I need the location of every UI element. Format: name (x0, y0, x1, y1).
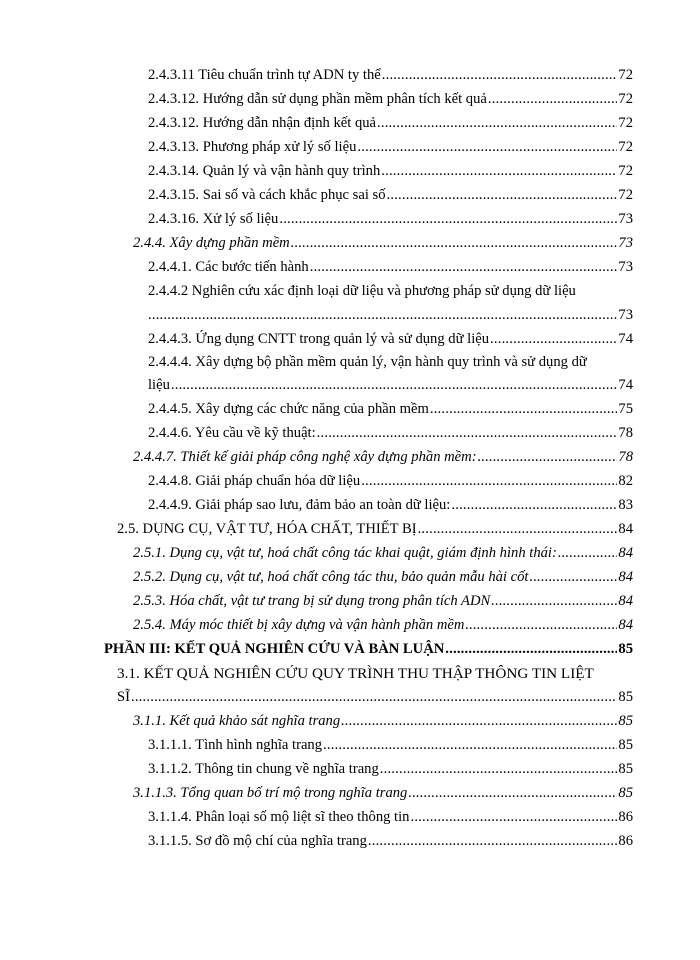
toc-entry-page: 86 (618, 809, 633, 825)
toc-entry-page: 72 (618, 139, 633, 155)
toc-entry (133, 448, 633, 467)
toc-entry-page: 85 (618, 737, 633, 753)
toc-entry-label: 2.5.2. Dụng cụ, vật tư, hoá chất công tác thu, bảo quản mẫu hài cốt (133, 569, 529, 585)
toc-entry-page: 84 (618, 545, 633, 561)
dot-leader (387, 186, 618, 205)
toc-entry-label: 2.5.4. Máy móc thiết bị xây dựng và vận hành phần mềm (133, 617, 465, 633)
toc-entry-label: 2.4.4.9. Giải pháp sao lưu, đảm bảo an toàn dữ liệu: (148, 497, 451, 513)
toc-entry-page: 84 (618, 569, 633, 585)
toc-entry-page: 75 (618, 401, 633, 417)
toc-entry-page: 72 (618, 163, 633, 179)
toc-entry (133, 544, 633, 563)
toc-entry-page: 72 (618, 187, 633, 203)
toc-entry-page: 83 (618, 497, 633, 513)
dot-leader (368, 832, 618, 851)
toc-entry-label: 3.1.1.5. Sơ đồ mộ chí của nghĩa trang (148, 833, 367, 849)
toc-entry (148, 424, 633, 443)
dot-leader (491, 592, 617, 611)
toc-entry-label: 3.1.1.3. Tổng quan bố trí mộ trong nghĩa trang (133, 785, 408, 801)
dot-leader (380, 760, 618, 779)
dot-leader (310, 258, 618, 277)
toc-entry-label: 3.1. KẾT QUẢ NGHIÊN CỨU QUY TRÌNH THU THẬP THÔNG TIN LIỆT (117, 665, 594, 682)
dot-leader (317, 424, 618, 443)
dot-leader (430, 400, 618, 419)
toc-entry (133, 592, 633, 611)
toc-entry-page: 86 (618, 833, 633, 849)
toc-entry-label: 2.4.3.11 Tiêu chuẩn trình tự ADN ty thể (148, 67, 381, 83)
dot-leader (377, 114, 617, 133)
toc-entry (148, 66, 633, 85)
toc-entry-page: 84 (618, 521, 633, 537)
dot-leader (148, 306, 617, 325)
toc-entry (148, 138, 633, 157)
dot-leader (408, 784, 617, 803)
dot-leader (445, 640, 617, 659)
toc-entry (148, 832, 633, 851)
toc-entry (148, 90, 633, 109)
toc-entry-label: 2.4.3.12. Hướng dẫn sử dụng phần mềm phân tích kết quả (148, 91, 487, 107)
toc-entry (133, 568, 633, 587)
toc-entry-page: 85 (618, 761, 633, 777)
toc-entry-label: 2.4.4.8. Giải pháp chuẩn hóa dữ liệu (148, 473, 361, 489)
toc-entry-page: 72 (618, 115, 633, 131)
toc-entry-label: 2.4.4.2 Nghiên cứu xác định loại dữ liệu và phương pháp sử dụng dữ liệu (148, 283, 576, 299)
toc-entry (133, 234, 633, 253)
dot-leader (488, 90, 618, 109)
toc-entry-page: 72 (618, 67, 633, 83)
toc-entry (148, 258, 633, 277)
toc-entry (117, 520, 633, 539)
toc-entry (148, 114, 633, 133)
toc-entry-label: 2.4.4.3. Ứng dụng CNTT trong quản lý và sử dụng dữ liệu (148, 331, 490, 347)
dot-leader (171, 376, 618, 395)
toc-entry-label: 2.5.3. Hóa chất, vật tư trang bị sử dụng trong phân tích ADN (133, 593, 491, 609)
toc-entry-label: PHẦN III: KẾT QUẢ NGHIÊN CỨU VÀ BÀN LUẬN (104, 641, 445, 657)
toc-entry-label: 2.4.3.12. Hướng dẫn nhận định kết quả (148, 115, 377, 131)
toc-entry (148, 736, 633, 755)
toc-entry (104, 640, 633, 659)
toc-entry (148, 162, 633, 181)
toc-entry (148, 306, 633, 325)
toc-entry (148, 376, 633, 395)
toc-entry-label: 2.4.3.14. Quản lý và vận hành quy trình (148, 163, 381, 179)
toc-entry-page: 73 (618, 235, 633, 251)
toc-entry-page: 82 (618, 473, 633, 489)
toc-entry (148, 496, 633, 515)
toc-entry-page: 72 (618, 91, 633, 107)
toc-entry-label: 2.4.4.7. Thiết kế giải pháp công nghệ xây dựng phần mềm: (133, 449, 477, 465)
toc-entry-page: 85 (618, 641, 633, 657)
dot-leader (341, 712, 617, 731)
toc-entry-label: 2.5.1. Dụng cụ, vật tư, hoá chất công tác khai quật, giám định hình thái: (133, 545, 557, 561)
dot-leader (451, 496, 617, 515)
toc-entry-page: 73 (618, 259, 633, 275)
toc-entry-label: 2.4.4.6. Yêu cầu về kỹ thuật: (148, 425, 316, 441)
dot-leader (361, 472, 617, 491)
dot-leader (558, 544, 618, 563)
dot-leader (381, 162, 617, 181)
toc-entry-label: 2.5. DỤNG CỤ, VẬT TƯ, HÓA CHẤT, THIẾT BỊ (117, 521, 417, 537)
toc-entry-page: 78 (618, 449, 633, 465)
toc-entry (148, 808, 633, 827)
toc-entry-label: 2.4.3.16. Xử lý số liệu (148, 211, 279, 227)
dot-leader (131, 688, 617, 707)
toc-entry (117, 688, 633, 707)
toc-entry-label: 2.4.3.13. Phương pháp xử lý số liệu (148, 139, 357, 155)
toc-entry-page: 85 (618, 713, 633, 729)
toc-entry-page: 74 (618, 331, 633, 347)
toc-entry-label: 2.4.4.4. Xây dựng bộ phần mềm quản lý, vận hành quy trình và sử dụng dữ (148, 354, 587, 370)
toc-entry (148, 472, 633, 491)
dot-leader (478, 448, 618, 467)
toc-entry (133, 616, 633, 635)
toc-entry-label: 3.1.1.4. Phân loại số mộ liệt sĩ theo thông tin (148, 809, 410, 825)
toc-entry-label: 3.1.1. Kết quả khảo sát nghĩa trang (133, 713, 341, 729)
toc-entry (133, 712, 633, 731)
dot-leader (323, 736, 617, 755)
toc-entry-continuation: SĨ (117, 689, 130, 705)
toc-entry-label: 3.1.1.1. Tình hình nghĩa trang (148, 737, 323, 753)
toc-entry-page: 85 (618, 785, 633, 801)
toc-entry-label: 2.4.4. Xây dựng phần mềm (133, 235, 290, 251)
toc-entry (148, 330, 633, 349)
toc-entry-label: 2.4.4.1. Các bước tiến hành (148, 259, 309, 275)
toc-entry (148, 186, 633, 205)
toc-entry (148, 760, 633, 779)
toc-entry-label: 3.1.1.2. Thông tin chung về nghĩa trang (148, 761, 379, 777)
dot-leader (490, 330, 617, 349)
dot-leader (529, 568, 617, 587)
toc-entry (148, 400, 633, 419)
toc-entry-page: 84 (618, 593, 633, 609)
toc-entry-page: 84 (618, 617, 633, 633)
toc-entry-label: 2.4.4.5. Xây dựng các chức năng của phần mềm (148, 401, 429, 417)
toc-entry-continuation: liệu (148, 377, 170, 393)
dot-leader (279, 210, 617, 229)
dot-leader (382, 66, 618, 85)
toc-entry-page: 73 (618, 211, 633, 227)
toc-entry (148, 210, 633, 229)
dot-leader (357, 138, 617, 157)
dot-leader (291, 234, 618, 253)
dot-leader (418, 520, 618, 539)
toc-entry-page: 85 (618, 689, 633, 705)
toc-entry (133, 784, 633, 803)
toc-entry-page: 78 (618, 425, 633, 441)
dot-leader (465, 616, 617, 635)
toc-entry-page: 73 (618, 307, 633, 323)
toc-entry-page: 74 (618, 377, 633, 393)
dot-leader (410, 808, 617, 827)
toc-entry-label: 2.4.3.15. Sai số và cách khắc phục sai số (148, 187, 386, 203)
